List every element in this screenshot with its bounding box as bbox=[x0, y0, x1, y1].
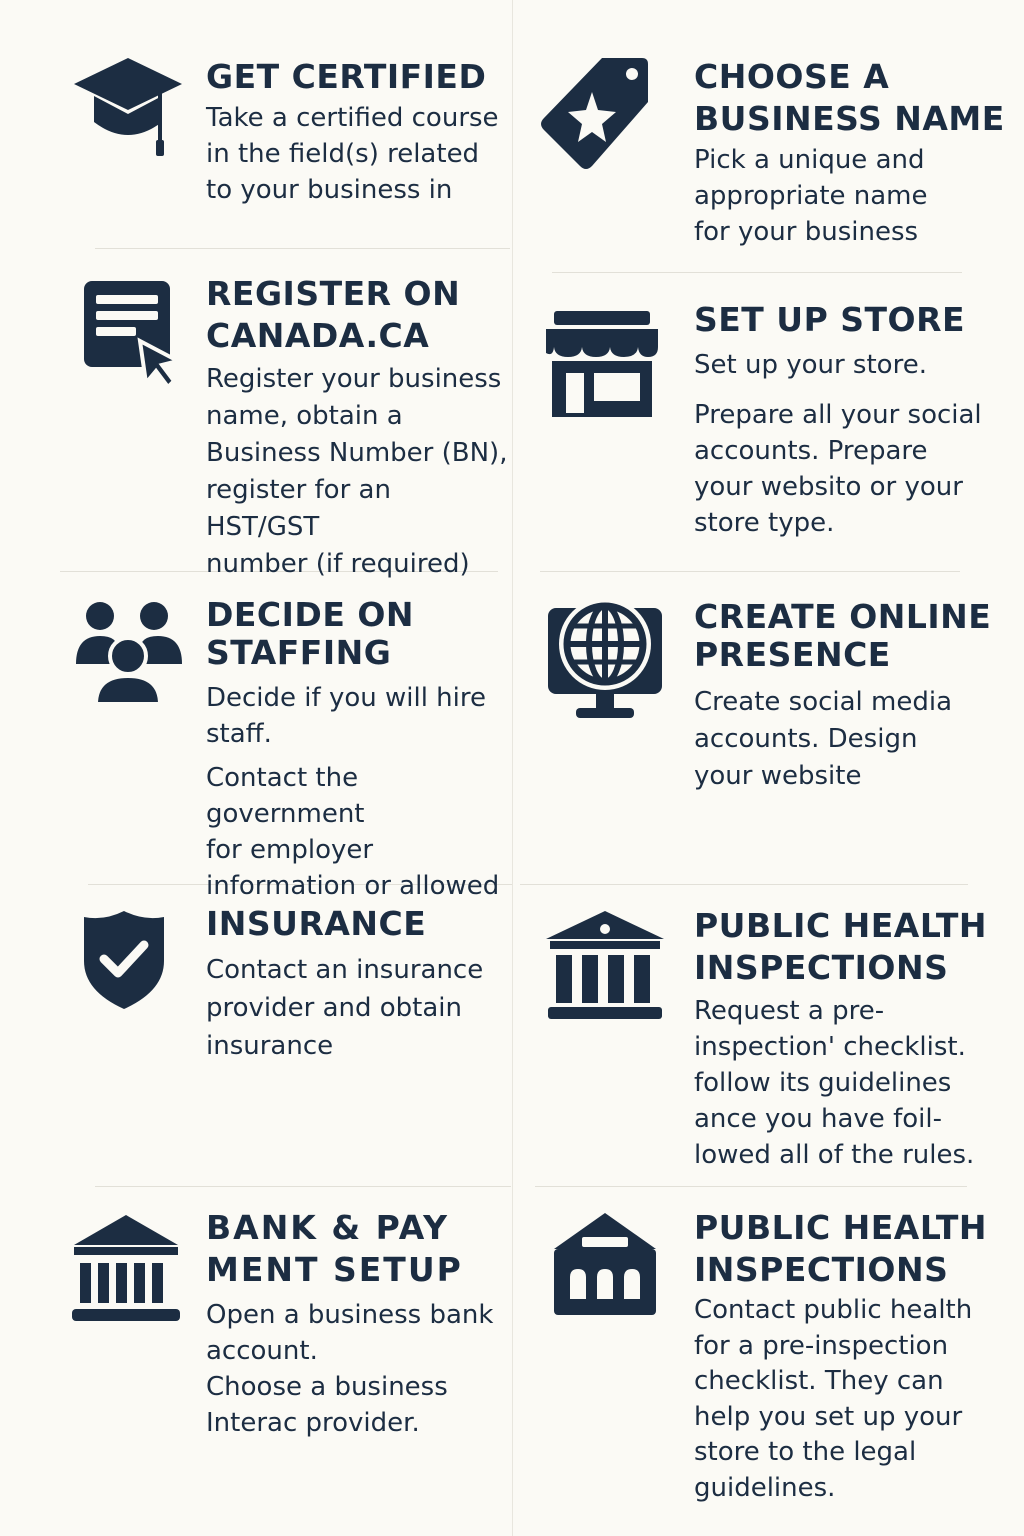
bank-icon bbox=[70, 1213, 182, 1325]
step-choose-business-name bbox=[512, 0, 1024, 272]
step-get-certified bbox=[0, 0, 512, 248]
step-text: Decide if you will hire staff. bbox=[206, 683, 486, 749]
people-icon bbox=[74, 600, 184, 706]
step-text: Open a business bank account. Choose a business Interac provider. bbox=[206, 1300, 494, 1438]
step-text: Contact public health for a pre-inspection checklist. They can help you set up your store to the legal guidelines. bbox=[694, 1295, 973, 1503]
step-title: INSURANCE bbox=[206, 904, 427, 943]
step-set-up-store bbox=[512, 273, 1024, 571]
step-text: Prepare all your social accounts. Prepare your websito or your store type. bbox=[694, 400, 982, 538]
step-description bbox=[206, 1297, 493, 1441]
step-text: Pick a unique and appropriate name for your business bbox=[694, 145, 928, 247]
step-description bbox=[694, 1293, 972, 1506]
step-title: SET UP STORE bbox=[694, 300, 966, 339]
step-public-health-inspections bbox=[512, 885, 1024, 1186]
step-text: Contact the government for employer information or allowed bbox=[206, 763, 500, 901]
government-building-icon bbox=[544, 909, 666, 1023]
step-text: Set up your store. bbox=[694, 350, 927, 380]
step-title: CREATE ONLINE PRESENCE bbox=[694, 597, 992, 674]
globe-monitor-icon bbox=[544, 594, 666, 722]
step-text: Request a pre- inspection' checklist. follow its guidelines ance you have foil- lowed all of the rules. bbox=[694, 996, 975, 1170]
step-public-health-inspections bbox=[512, 1187, 1024, 1536]
step-register-canada bbox=[0, 249, 512, 579]
step-text: Create social media accounts. Design your website bbox=[694, 687, 953, 791]
step-description bbox=[206, 951, 483, 1065]
storefront-icon bbox=[544, 309, 660, 419]
tag-star-icon bbox=[540, 52, 650, 172]
step-description bbox=[206, 361, 512, 583]
graduation-cap-icon bbox=[72, 56, 184, 160]
step-insurance bbox=[0, 885, 512, 1186]
step-title: PUBLIC HEALTH INSPECTIONS bbox=[694, 1208, 988, 1289]
step-description bbox=[694, 347, 982, 541]
step-create-online-presence bbox=[512, 572, 1024, 884]
step-title: BANK & PAY MENT SETUP bbox=[206, 1208, 463, 1289]
step-text: Take a certified course in the field(s) related to your business in bbox=[206, 103, 499, 205]
step-decide-staffing bbox=[0, 572, 512, 901]
step-title: GET CERTIFIED bbox=[206, 57, 487, 96]
form-cursor-icon bbox=[82, 279, 182, 391]
step-description bbox=[694, 993, 974, 1173]
step-description bbox=[206, 680, 512, 904]
step-text: Register your business name, obtain a Business Number (BN), register for an HST/GST number (if required) bbox=[206, 364, 508, 579]
building-icon bbox=[552, 1211, 658, 1319]
step-title: DECIDE ON STAFFING bbox=[206, 595, 415, 672]
step-text: Contact an insurance provider and obtain insurance bbox=[206, 955, 484, 1061]
step-bank-payment-setup bbox=[0, 1187, 512, 1536]
step-description bbox=[694, 684, 952, 795]
shield-check-icon bbox=[82, 909, 166, 1011]
step-title: PUBLIC HEALTH INSPECTIONS bbox=[694, 906, 988, 987]
step-description bbox=[206, 100, 499, 208]
step-description bbox=[694, 142, 928, 250]
step-title: REGISTER ON CANADA.CA bbox=[206, 274, 461, 355]
step-title: CHOOSE A BUSINESS NAME bbox=[694, 57, 1005, 138]
